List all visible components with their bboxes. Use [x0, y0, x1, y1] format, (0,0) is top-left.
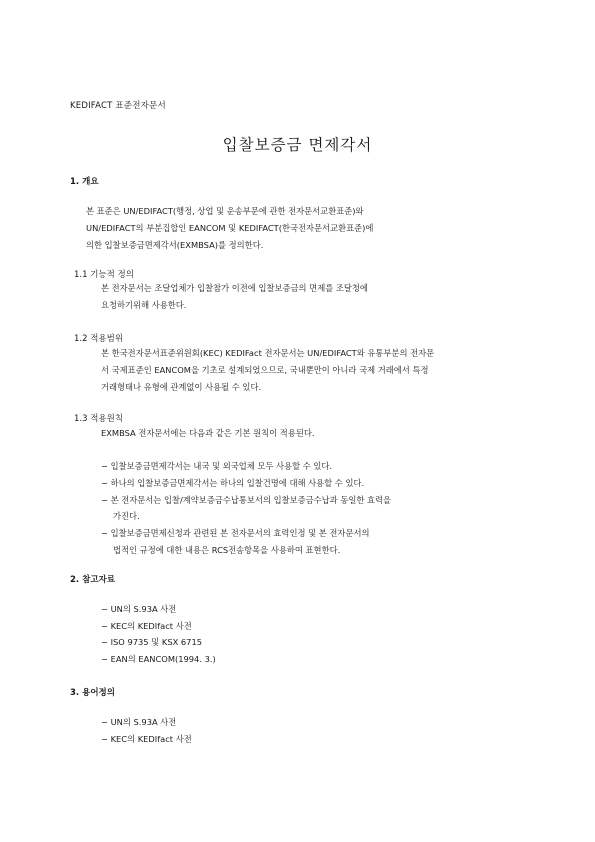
list-item: − EAN의 EANCOM(1994. 3.) [101, 653, 216, 664]
subsection-1-1-heading: 1.1 기능적 정의 [74, 270, 134, 280]
subsection-1-1-body [101, 280, 461, 314]
list-item: − 입찰보증금면제각서는 내국 및 외국업체 모두 사용할 수 있다. [101, 461, 333, 471]
body-line: 본 전자문서는 조달업체가 입찰참가 이전에 입찰보증금의 면제를 조달청에 [101, 283, 368, 293]
body-line: 서 국제표준인 EANCOM을 기초로 설계되었으므로, 국내뿐만이 아니라 국제 거래에서 특정 [101, 365, 429, 375]
document-header: KEDIFACT 표준전자문서 [70, 101, 166, 111]
document-title: 입찰보증금 면제각서 [222, 136, 373, 154]
references-list [101, 601, 216, 667]
list-item: − 하나의 입찰보증금면제각서는 하나의 입찰건명에 대해 사용할 수 있다. [101, 477, 365, 488]
list-item-continuation: 가진다. [113, 511, 140, 522]
body-line: 본 한국전자문서표준위원회(KEC) KEDIFact 전자문서는 UN/EDIFACT와 유통부분의 전자문 [101, 348, 435, 358]
principles-list [101, 458, 391, 559]
list-item-continuation: 법적인 규정에 대한 내용은 RCS전송항목을 사용하여 표현한다. [113, 544, 341, 555]
definitions-list [101, 714, 192, 747]
list-item: − KEC의 KEDIfact 사전 [101, 733, 192, 744]
subsection-1-2-heading: 1.2 적용범위 [74, 334, 124, 344]
list-item: − UN의 S.93A 사전 [101, 604, 177, 614]
list-item: − 본 전자문서는 입찰/계약보증금수납통보서의 입찰보증금수납과 동일한 효력을 [101, 494, 392, 505]
subsection-1-2-body [101, 345, 524, 396]
list-item: − 입찰보증금면제신청과 관련된 본 전자문서의 효력인정 및 본 전자문서의 [101, 528, 370, 539]
section-1-heading: 1. 개요 [70, 177, 99, 187]
subsection-1-3-lead [101, 425, 315, 442]
body-line: 요청하기위해 사용한다. [101, 300, 187, 310]
section-2-heading: 2. 참고자료 [70, 575, 115, 585]
subsection-1-3-heading: 1.3 적용원칙 [74, 414, 124, 424]
intro-line: 본 표준은 UN/EDIFACT(행정, 상업 및 운송부문에 관한 전자문서교환표준)와 [86, 206, 364, 216]
intro-line: 의한 입찰보증금면제각서(EXMBSA)를 정의한다. [86, 240, 264, 250]
section-1-intro [86, 203, 446, 254]
lead-line: EXMBSA 전자문서에는 다음과 같은 기본 원칙이 적용된다. [101, 428, 315, 438]
list-item: − KEC의 KEDIfact 사전 [101, 620, 192, 631]
body-line: 거래형태나 유형에 관계없이 사용될 수 있다. [101, 382, 262, 392]
list-item: − UN의 S.93A 사전 [101, 717, 177, 727]
list-item: − ISO 9735 및 KSX 6715 [101, 637, 203, 647]
section-3-heading: 3. 용어정의 [70, 688, 115, 698]
intro-line: UN/EDIFACT의 부분집합인 EANCOM 및 KEDIFACT(한국전자문서교환표준)에 [86, 223, 374, 233]
